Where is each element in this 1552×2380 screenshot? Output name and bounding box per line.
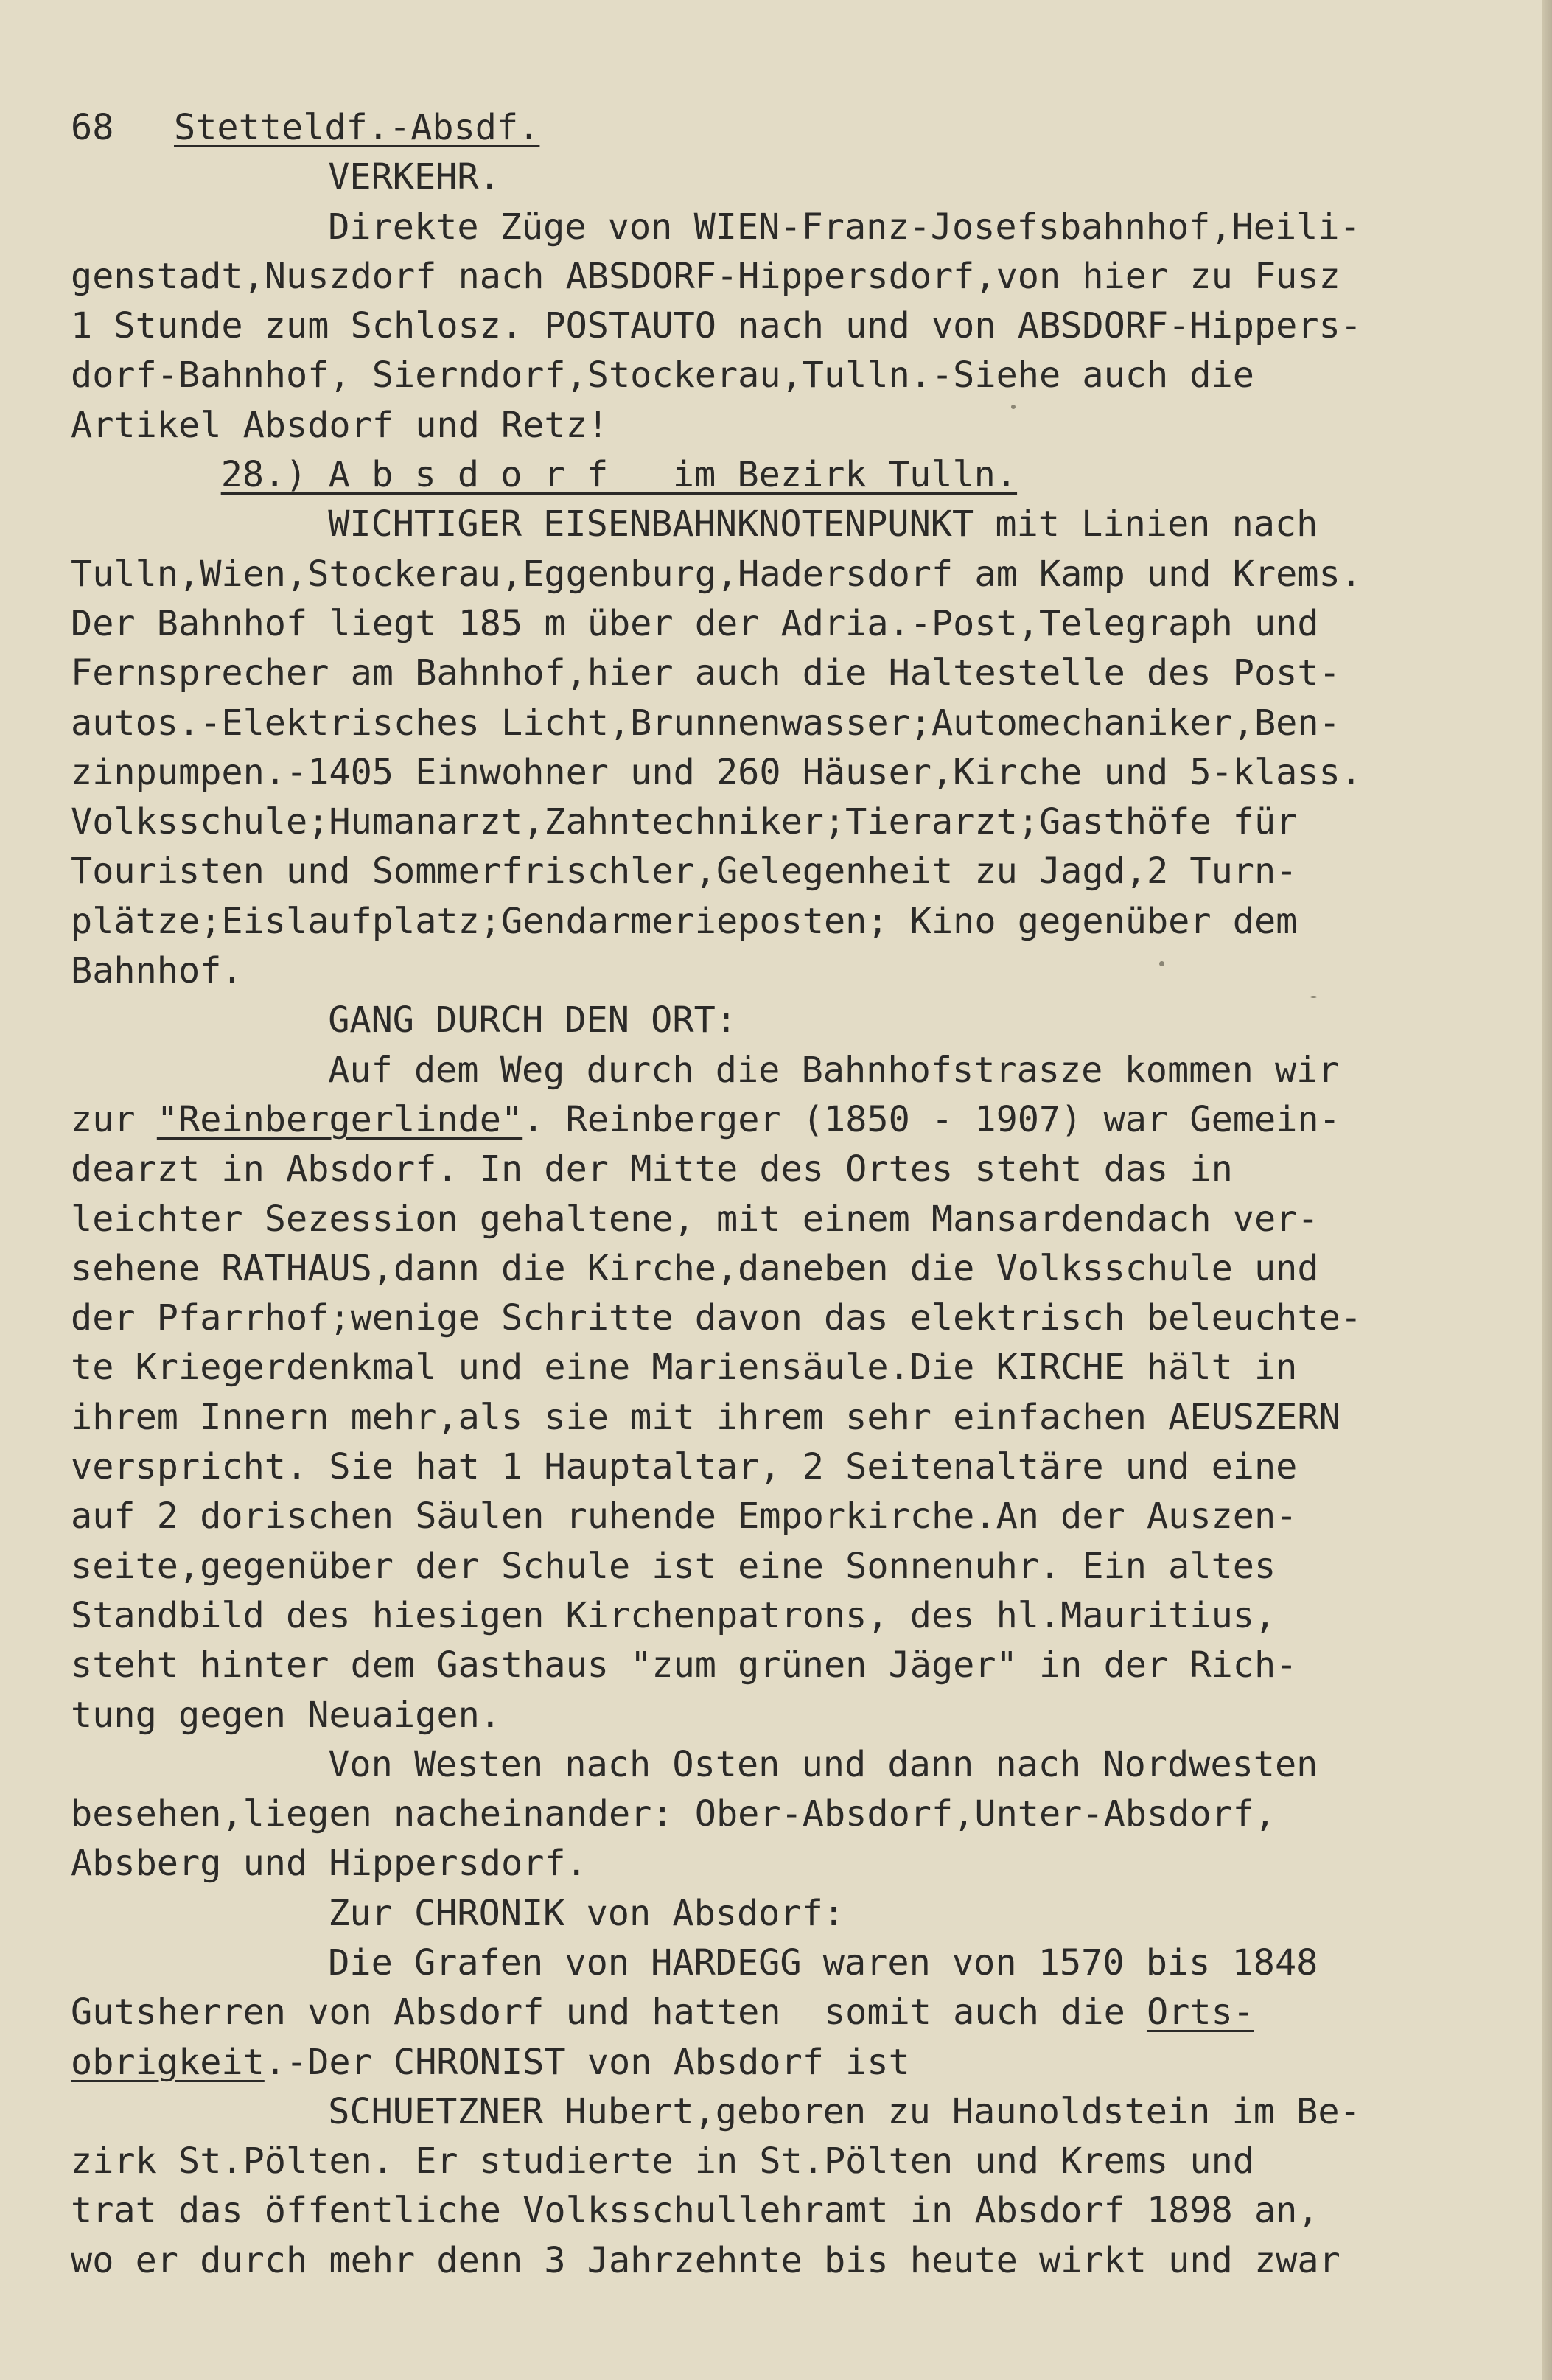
text-segment: Fernsprecher am Bahnhof,hier auch die Haltestelle des Post- bbox=[71, 652, 1340, 694]
text-segment: Standbild des hiesigen Kirchenpatrons, des hl.Mauritius, bbox=[71, 1594, 1276, 1636]
text-line bbox=[71, 203, 1515, 252]
text-line bbox=[71, 1343, 1515, 1392]
text-line bbox=[71, 500, 1515, 549]
text-segment: zur bbox=[71, 1098, 157, 1140]
paper-speck bbox=[1159, 961, 1164, 966]
paper-speck bbox=[1011, 405, 1016, 409]
text-segment: .-Der CHRONIST von Absdorf ist bbox=[264, 2041, 910, 2083]
text-segment: . Reinberger (1850 - 1907) war Gemein- bbox=[522, 1098, 1340, 1140]
text-segment: Direkte Züge von WIEN-Franz-Josefsbahnhof,Heili- bbox=[328, 206, 1361, 248]
text-segment: Volksschule;Humanarzt,Zahntechniker;Tierarzt;Gasthöfe für bbox=[71, 801, 1298, 843]
page-number: 68 bbox=[71, 107, 114, 148]
text-line bbox=[71, 1195, 1515, 1244]
text-segment: Artikel Absdorf und Retz! bbox=[71, 404, 609, 446]
text-segment: trat das öffentliche Volksschullehramt in Absdorf 1898 an, bbox=[71, 2190, 1319, 2232]
text-line bbox=[71, 1492, 1515, 1541]
text-line bbox=[71, 1691, 1515, 1740]
text-line bbox=[71, 401, 1515, 450]
text-segment: sehene RATHAUS,dann die Kirche,daneben die Volksschule und bbox=[71, 1247, 1319, 1289]
text-line bbox=[71, 1145, 1515, 1194]
text-line bbox=[71, 798, 1515, 847]
text-line bbox=[71, 1244, 1515, 1294]
text-segment: te Kriegerdenkmal und eine Mariensäule.Die KIRCHE hält in bbox=[71, 1347, 1298, 1389]
text-line bbox=[71, 599, 1515, 649]
text-segment: besehen,liegen nacheinander: Ober-Absdorf,Unter-Absdorf, bbox=[71, 1793, 1276, 1835]
text-segment: Tulln,Wien,Stockerau,Eggenburg,Hadersdorf am Kamp und Krems. bbox=[71, 553, 1362, 595]
text-line bbox=[71, 1839, 1515, 1888]
text-line bbox=[71, 897, 1515, 946]
text-segment: zirk St.Pölten. Er studierte in St.Pölten und Krems und bbox=[71, 2140, 1254, 2182]
text-line bbox=[71, 1294, 1515, 1343]
text-line bbox=[71, 847, 1515, 896]
page-header bbox=[71, 103, 1515, 153]
text-segment: autos.-Elektrisches Licht,Brunnenwasser;Automechaniker,Ben- bbox=[71, 702, 1340, 744]
text-segment: Touristen und Sommerfrischler,Gelegenheit zu Jagd,2 Turn- bbox=[71, 851, 1298, 893]
text-segment: wo er durch mehr denn 3 Jahrzehnte bis heute wirkt und zwar bbox=[71, 2239, 1340, 2281]
text-segment: auf 2 dorischen Säulen ruhende Emporkirche.An der Auszen- bbox=[71, 1496, 1298, 1538]
text-line bbox=[71, 1442, 1515, 1492]
text-segment: VERKEHR. bbox=[328, 156, 500, 198]
text-segment: Von Westen nach Osten und dann nach Nordwesten bbox=[328, 1743, 1318, 1785]
text-line bbox=[71, 1641, 1515, 1690]
text-segment: Auf dem Weg durch die Bahnhofstrasze kommen wir bbox=[328, 1049, 1340, 1091]
text-line bbox=[71, 1790, 1515, 1839]
text-segment: GANG DURCH DEN ORT: bbox=[328, 999, 737, 1041]
text-line bbox=[71, 1095, 1515, 1145]
text-line bbox=[71, 2137, 1515, 2186]
text-line bbox=[71, 1740, 1515, 1790]
text-segment: SCHUETZNER Hubert,geboren zu Haunoldstein im Be- bbox=[328, 2090, 1361, 2132]
text-line bbox=[71, 748, 1515, 798]
text-segment: Absberg und Hippersdorf. bbox=[71, 1843, 587, 1885]
text-segment: dorf-Bahnhof, Sierndorf,Stockerau,Tulln.-Siehe auch die bbox=[71, 355, 1254, 397]
text-line bbox=[71, 946, 1515, 996]
text-line bbox=[71, 1938, 1515, 1988]
page-edge bbox=[1542, 0, 1552, 2380]
text-line bbox=[71, 450, 1515, 500]
text-segment: verspricht. Sie hat 1 Hauptaltar, 2 Seitenaltäre und eine bbox=[71, 1446, 1298, 1488]
page-body bbox=[71, 103, 1515, 2286]
underlined-text: obrigkeit bbox=[71, 2041, 265, 2083]
text-line bbox=[71, 699, 1515, 748]
text-segment: Zur CHRONIK von Absdorf: bbox=[328, 1892, 845, 1934]
text-line bbox=[71, 1393, 1515, 1442]
text-line bbox=[71, 2236, 1515, 2286]
text-segment: WICHTIGER EISENBAHNKNOTENPUNKT mit Linien nach bbox=[328, 503, 1318, 545]
text-segment: 1 Stunde zum Schlosz. POSTAUTO nach und von ABSDORF-Hippers- bbox=[71, 305, 1362, 347]
text-line bbox=[71, 351, 1515, 400]
text-segment: genstadt,Nuszdorf nach ABSDORF-Hippersdorf,von hier zu Fusz bbox=[71, 255, 1340, 297]
text-line bbox=[71, 2038, 1515, 2087]
text-line bbox=[71, 996, 1515, 1045]
text-line bbox=[71, 1988, 1515, 2037]
text-line bbox=[71, 1046, 1515, 1095]
text-segment: plätze;Eislaufplatz;Gendarmerieposten; Kino gegenüber dem bbox=[71, 900, 1298, 942]
text-segment: Die Grafen von HARDEGG waren von 1570 bis 1848 bbox=[328, 1941, 1318, 1983]
text-line bbox=[71, 252, 1515, 301]
paper-speck bbox=[1310, 996, 1317, 998]
text-line bbox=[71, 550, 1515, 599]
underlined-text: "Reinbergerlinde" bbox=[156, 1098, 523, 1140]
text-segment: zinpumpen.-1405 Einwohner und 260 Häuser,Kirche und 5-klass. bbox=[71, 751, 1362, 793]
text-segment: dearzt in Absdorf. In der Mitte des Ortes steht das in bbox=[71, 1148, 1233, 1190]
text-segment: Bahnhof. bbox=[71, 950, 243, 992]
running-head: Stetteldf.-Absdf. bbox=[174, 107, 540, 148]
text-line bbox=[71, 301, 1515, 351]
text-segment: leichter Sezession gehaltene, mit einem Mansardendach ver- bbox=[71, 1198, 1319, 1240]
text-segment: der Pfarrhof;wenige Schritte davon das elektrisch beleuchte- bbox=[71, 1297, 1362, 1339]
text-segment: Gutsherren von Absdorf und hatten somit auch die bbox=[71, 1992, 1147, 2034]
text-line bbox=[71, 2186, 1515, 2236]
text-segment: tung gegen Neuaigen. bbox=[71, 1694, 501, 1736]
text-line bbox=[71, 1591, 1515, 1641]
text-line bbox=[71, 649, 1515, 698]
text-segment: ihrem Innern mehr,als sie mit ihrem sehr einfachen AEUSZERN bbox=[71, 1396, 1340, 1438]
text-line bbox=[71, 2087, 1515, 2137]
text-line bbox=[71, 1542, 1515, 1591]
text-line bbox=[71, 153, 1515, 202]
text-segment: steht hinter dem Gasthaus "zum grünen Jäger" in der Rich- bbox=[71, 1644, 1298, 1686]
text-line bbox=[71, 1889, 1515, 1938]
text-segment: seite,gegenüber der Schule ist eine Sonnenuhr. Ein altes bbox=[71, 1545, 1276, 1587]
underlined-text: 28.) A b s d o r f im Bezirk Tulln. bbox=[220, 454, 1018, 496]
underlined-text: Orts- bbox=[1146, 1992, 1254, 2034]
text-segment: Der Bahnhof liegt 185 m über der Adria.-Post,Telegraph und bbox=[71, 602, 1319, 644]
